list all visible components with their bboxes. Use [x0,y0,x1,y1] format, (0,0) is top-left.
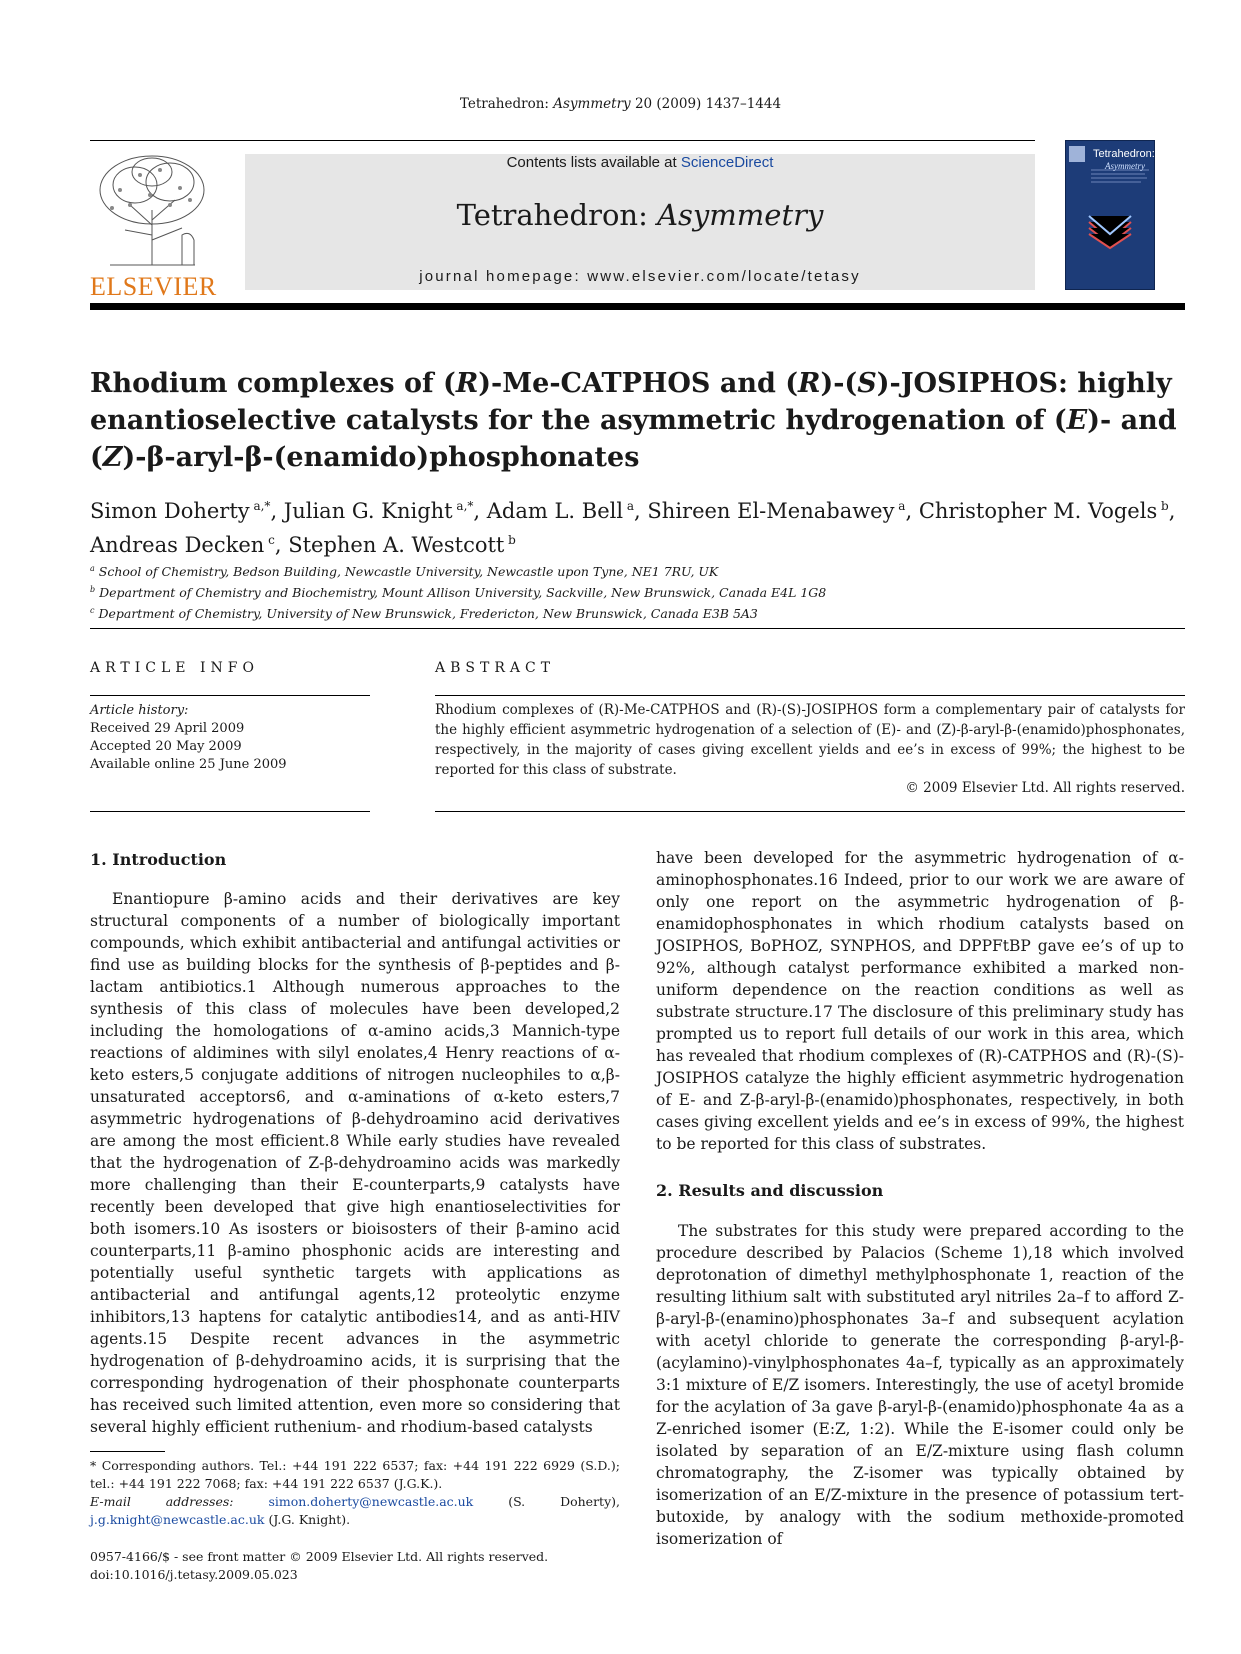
results-paragraph [656,1220,1184,1550]
corresponding-text: * Corresponding authors. Tel.: +44 191 222 6537; fax: +44 191 222 6929 (S.D.); tel.: +44 191 222 7068; fax: +44 191 222 6537 (J.G.K.). [90,1458,620,1491]
contents-text: Contents lists available at [506,154,681,171]
email-label: E-mail addresses: [90,1494,234,1509]
cover-title: Tetrahedron: [1093,148,1155,160]
author-name[interactable]: Christopher M. Vogels [918,499,1158,523]
author-name[interactable]: Julian G. Knight [283,499,453,523]
author-affiliation-mark: a [894,499,906,513]
author-separator: , [270,499,284,523]
author-name[interactable]: Shireen El-Menabawey [647,499,895,523]
author-name[interactable]: Andreas Decken [90,533,265,557]
journal-title [245,198,1035,232]
issn-line: 0957-4166/$ - see front matter © 2009 Elsevier Ltd. All rights reserved. [90,1549,549,1564]
citation-post: 20 (2009) 1437–1444 [630,96,782,112]
affiliation-item [90,581,1185,602]
author-separator: , [1168,499,1176,523]
affiliation-item [90,602,1185,623]
author-name[interactable]: Stephen A. Westcott [288,533,505,557]
abstract-bottom-rule [435,811,1185,812]
author-affiliation-mark: a [623,499,635,513]
sciencedirect-link[interactable]: ScienceDirect [680,154,774,171]
author-separator: , [473,499,487,523]
author-separator: , [905,499,919,523]
article-history [90,702,370,774]
journal-homepage[interactable]: journal homepage: www.elsevier.com/locate/tetasy [419,268,861,285]
intro-paragraph [90,888,620,1438]
abstract-rule [435,695,1185,696]
abstract-text [435,700,1185,780]
paragraph-text: Rhodium complexes of (R)-Me-CATPHOS and (R)-(S)-JOSIPHOS form a complementary pair of catalysts for the highly efficient asymmetric hydrogenation of a selection of (E)- and (Z)-β-aryl-β-(enamido)phosphonates, respectively, in the majority of cases giving excellent yields and ee’s in excess of 99%; the highest to be reported for this class of substrate. [435,702,1185,778]
author-separator: , [634,499,648,523]
email-owner-doherty: (S. Doherty), [508,1494,620,1509]
citation-pre: Tetrahedron: [459,96,554,112]
author-affiliation-mark: a,* [249,499,271,513]
results-heading: 2. Results and discussion [656,1181,884,1200]
title-italic-part: R [455,368,479,399]
article-info-bottom-rule [90,811,370,812]
affiliations [90,560,1185,623]
issn-block [90,1548,690,1584]
journal-cover-image[interactable] [1065,140,1155,290]
author-list [90,492,1185,560]
elsevier-tree-icon [90,150,215,268]
author-separator: , [274,533,289,557]
author-line [90,492,1185,526]
title-italic-part: S [857,368,877,399]
header-rule [90,140,1035,141]
corresponding-footnote [90,1457,620,1529]
author-line [90,526,1185,560]
author-affiliation-mark: c [264,533,275,547]
journal-title-italic: Asymmetry [657,198,824,232]
title-part: )-JOSIPHOS: highly enantioselective catalysts for the asymmetric hydrogenation of ( [90,368,1172,436]
journal-title-main: Tetrahedron: [456,198,658,232]
elsevier-logo[interactable] [90,150,217,301]
email-link-knight[interactable]: j.g.knight@newcastle.ac.uk [90,1512,265,1527]
email-link-doherty[interactable]: simon.doherty@newcastle.ac.uk [268,1494,474,1509]
affiliation-text: Department of Chemistry, University of New Brunswick, Fredericton, New Brunswick, Canada E3B 5A3 [94,606,758,622]
title-part: )-β-aryl-β-(enamido)phosphonates [122,442,640,473]
title-part: )-Me-CATPHOS and ( [478,368,798,399]
paragraph-text: have been developed for the asymmetric hydrogenation of α-aminophosphonates.16 Indeed, prior to our work we are aware of only one report on the asymmetric hydrogenation of β-enamidophosphonates in which rhodium catalysts based on JOSIPHOS, BoPHOZ, SYNPHOS, and DPPFtBP gave ee’s of up to 92%, although catalyst performance exhibited a marked non-uniform dependence on the reaction conditions as well as substrate structure.17 The disclosure of this preliminary study has prompted us to report full details of our work in this area, which has revealed that rhodium complexes of (R)-CATPHOS and (R)-(S)-JOSIPHOS catalyze the highly efficient asymmetric hydrogenation of E- and Z-β-aryl-β-(enamido)phosphonates, respectively, in both cases giving excellent yields and ee’s in excess of 99%, the highest to be reported for this class of substrates. [656,849,1184,1153]
affiliation-rule [90,628,1185,629]
citation-journal: Asymmetry [553,96,631,112]
journal-citation [0,96,1241,112]
affiliation-mark: c [90,606,95,616]
author-affiliation-mark: b [1157,499,1169,513]
title-italic-part: R [798,368,821,399]
email-line [90,1493,620,1529]
abstract-copyright: © 2009 Elsevier Ltd. All rights reserved. [905,780,1185,796]
intro-heading: 1. Introduction [90,850,227,869]
article-title [90,365,1180,476]
title-part: Rhodium complexes of ( [90,368,456,399]
email-owner-knight: (J.G. Knight). [268,1512,351,1527]
author-name[interactable]: Adam L. Bell [486,499,624,523]
affiliation-item [90,560,1185,581]
cover-subtitle: Asymmetry [1105,161,1145,171]
title-part: )-( [820,368,858,399]
abstract-heading: ABSTRACT [435,660,556,676]
history-label: Article history: [90,703,189,718]
affiliation-mark: b [90,585,96,595]
journal-banner [245,154,1035,290]
intro-continuation [656,847,1184,1155]
article-info-rule [90,695,370,696]
received-date: Received 29 April 2009 [90,721,245,736]
contents-line [245,154,1035,171]
author-affiliation-mark: b [504,533,516,547]
title-italic-part: E [1066,405,1088,436]
elsevier-wordmark: ELSEVIER [90,272,217,301]
paragraph-text: Enantiopure β-amino acids and their derivatives are key structural components of a number of biologically important compounds, which exhibit antibacterial and antifungal activities or find use as building blocks for the synthesis of β-peptides and β-lactam antibiotics.1 Although numerous approaches to the synthesis of this class of molecules have been developed,2 including the homologations of α-amino acids,3 Mannich-type reactions of aldimines with silyl enolates,4 Henry reactions of α-keto esters,5 conjugate additions of nitrogen nucleophiles to α,β-unsaturated acceptors6, and α-aminations of α-keto esters,7 asymmetric hydrogenations of β-dehydroamino acid derivatives are among the most efficient.8 While early studies have revealed that the hydrogenation of Z-β-dehydroamino acids was markedly more challenging than their E-counterparts,9 catalysts have recently been developed that give high enantioselectivities for both isomers.10 As isosters or bioisosters of their β-amino acid counterparts,11 β-amino phosphonic acids are interesting and potentially useful synthetic targets with applications as antibacterial and antifungal agents,12 proteolytic enzyme inhibitors,13 haptens for catalytic antibodies14, and as anti-HIV agents.15 Despite recent advances in the asymmetric hydrogenation of β-dehydroamino acids, it is surprising that the corresponding hydrogenation of their phosphonate counterparts has received such limited attention, even more so considering that several highly efficient ruthenium- and rhodium-based catalysts [90,890,620,1436]
header-thick-rule [90,303,1185,310]
paragraph-text: The substrates for this study were prepared according to the procedure described by Palacios (Scheme 1),18 which involved deprotonation of dimethyl methylphosphonate 1, reaction of the resulting lithium salt with substituted aryl nitriles 2a–f to afford Z-β-aryl-β-(enamino)phosphonates 3a–f and subsequent acylation with acetyl chloride to generate the corresponding β-aryl-β-(acylamino)-vinylphosphonates 4a–f, typically as an approximately 3:1 mixture of E/Z isomers. Interestingly, the use of acetyl bromide for the acylation of 3a gave β-aryl-β-(enamido)phosphonate 4a as a Z-enriched isomer (E:Z, 1:2). While the E-isomer could only be isolated by separation of an E/Z-mixture using flash column chromatography, the Z-isomer was typically obtained by isomerization of an E/Z-mixture in the presence of potassium tert-butoxide, by analogy with the sodium methoxide-promoted isomerization of [656,1222,1184,1548]
affiliation-text: Department of Chemistry and Biochemistry, Mount Allison University, Sackville, New Brunswick, Canada E4L 1G8 [95,585,827,601]
article-info-heading: ARTICLE INFO [90,660,259,676]
title-italic-part: Z [102,442,123,473]
title-part: )- and ( [90,405,1177,473]
author-name[interactable]: Simon Doherty [90,499,250,523]
online-date: Available online 25 June 2009 [90,757,287,772]
doi-line[interactable]: doi:10.1016/j.tetasy.2009.05.023 [90,1567,298,1582]
footnote-rule [90,1451,165,1452]
affiliation-mark: a [90,564,95,573]
accepted-date: Accepted 20 May 2009 [90,739,242,754]
author-affiliation-mark: a,* [452,499,474,513]
affiliation-text: School of Chemistry, Bedson Building, Newcastle University, Newcastle upon Tyne, NE1 7RU, UK [94,564,719,580]
